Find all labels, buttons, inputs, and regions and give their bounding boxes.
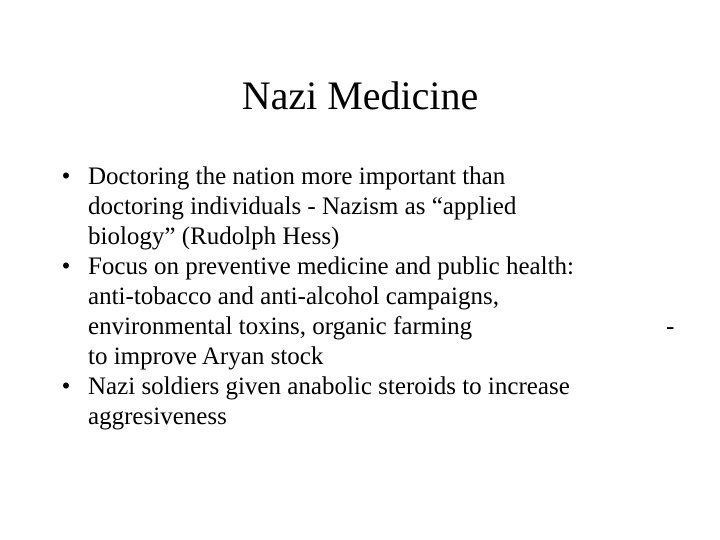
bullet-line: doctoring individuals - Nazism as “applied: [88, 193, 517, 220]
trailing-dash: -: [666, 313, 675, 340]
bullet-dot-icon: •: [61, 253, 71, 280]
bullet-item: [56, 162, 656, 252]
bullet-line: Focus on preventive medicine and public health:: [88, 253, 574, 280]
bullet-line: anti-tobacco and anti-alcohol campaigns,: [88, 283, 499, 310]
bullet-dot-icon: •: [61, 163, 71, 190]
bullet-item: [56, 372, 656, 432]
bullet-line: biology” (Rudolph Hess): [88, 223, 340, 250]
bullet-line: Nazi soldiers given anabolic steroids to increase: [88, 373, 570, 400]
bullet-item: [56, 252, 675, 372]
bullet-dot-icon: •: [61, 373, 71, 400]
bullet-line: Doctoring the nation more important than: [88, 163, 506, 190]
slide-title: Nazi Medicine: [241, 73, 479, 118]
bullet-line: to improve Aryan stock: [88, 343, 324, 370]
bullet-line: aggresiveness: [88, 403, 227, 430]
bullet-line-with-dash: [88, 312, 675, 342]
bullet-list: [56, 162, 675, 432]
bullet-line: environmental toxins, organic farming: [88, 313, 473, 340]
